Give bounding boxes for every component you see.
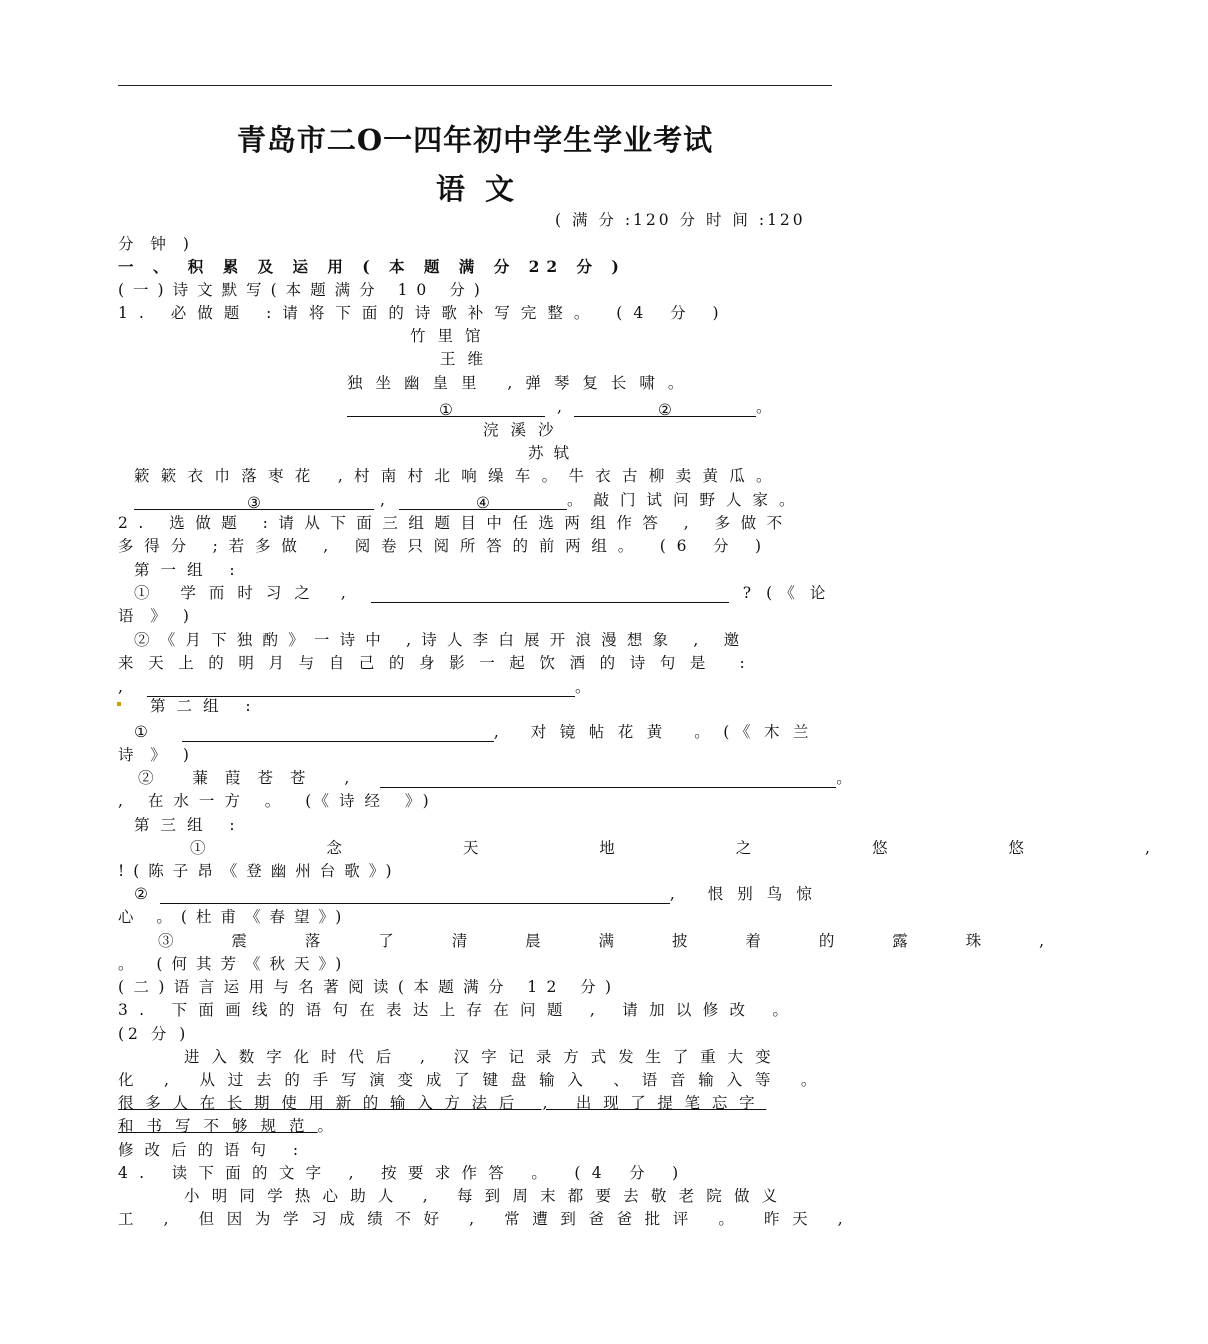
g2-item2-text: ② 蒹葭苍苍 , <box>138 769 367 787</box>
subject-title: 语文 <box>435 172 534 206</box>
question-2-line2: 多得分 ;若多做 , 阅卷只阅所答的前两组。 (6 分 ) <box>118 537 772 555</box>
rewrite-prompt: 修改后的语句 : <box>118 1141 310 1159</box>
blank-4[interactable]: ④ <box>399 493 567 510</box>
g1-item1-blank[interactable] <box>371 586 729 603</box>
poem2-blanks-row: ③ , ④ 。敲门试问野人家。 <box>134 490 805 510</box>
poem2-title: 浣溪沙 <box>483 421 566 439</box>
question-3-line2: (2 分 ) <box>118 1025 190 1043</box>
passage3-underlined-2: 和书写不够规范 <box>118 1117 318 1135</box>
group3-item2-row <box>134 884 826 904</box>
blank-1[interactable]: ① <box>347 400 545 417</box>
g2-item2-blank[interactable] <box>380 771 836 788</box>
poem2-end: 。敲门试问野人家。 <box>566 491 806 509</box>
exam-title: 青岛市二O一四年初中学生学业考试 <box>236 123 714 157</box>
g3-item1-text: ① 念 天 地 之 悠 悠 , <box>190 839 1208 857</box>
g3-item1-line2: !(陈子昂《登幽州台歌》) <box>118 862 401 880</box>
g3-item2-num: ② <box>134 885 148 903</box>
group2-item1-row <box>134 722 822 742</box>
group2-item2-row <box>138 768 852 788</box>
g2-item1-blank[interactable] <box>182 725 494 742</box>
g1-item1-source: ?(《论 <box>742 584 841 602</box>
g2-item1-text: , 对镜帖花黄 。(《木兰 <box>493 723 822 741</box>
passage3-line1: 进入数字化时代后 , 汉字记录方式发生了重大变 <box>184 1048 783 1066</box>
g1-item2-blank[interactable] <box>147 680 575 697</box>
question-2-line1: 2. 选做题 :请从下面三组题目中任选两组作答 , 多做不 <box>118 514 793 532</box>
question-1: 1. 必做题 :请将下面的诗歌补写完整。 (4 分 ) <box>118 304 730 322</box>
poem1-blanks-row: ① , ② 。 <box>347 397 771 417</box>
group-1-label: 第一组 : <box>134 561 246 579</box>
g1-item2-blank-row <box>118 677 590 697</box>
marker-dot <box>117 702 121 706</box>
g3-item2-line2: 心 。(杜甫《春望》) <box>118 908 351 926</box>
g2-item1-source-end: 诗 》 ) <box>118 746 195 764</box>
passage3-line4-end: 。 <box>317 1117 334 1135</box>
g2-item2-line2: , 在水一方 。 (《诗经 》) <box>118 792 439 810</box>
group-2-label: 第二组 : <box>150 697 262 715</box>
score-time-line1: ( 满 分 :120 分 时 间 :120 <box>555 211 806 229</box>
poem1-title: 竹里馆 <box>410 327 493 345</box>
poem2-author: 苏轼 <box>528 444 580 462</box>
passage4-line1: 小明同学热心助人 , 每到周末都要去敬老院做义 <box>184 1187 790 1205</box>
g3-item1-line1 <box>190 838 1208 858</box>
passage3-underlined-1: 很多人在长期使用新的输入方法后 , 出现了提笔忘字 <box>118 1094 767 1112</box>
g3-item2-blank[interactable] <box>160 887 670 904</box>
poem1-line1: 独坐幽皇里 ,弹琴复长啸。 <box>347 374 697 392</box>
question-3-line1: 3. 下面画线的语句在表达上存在问题 , 请加以修改 。 <box>118 1001 800 1019</box>
question-4: 4. 读下面的文字 , 按要求作答 。 (4 分 ) <box>118 1164 690 1182</box>
passage3-line2: 化 , 从过去的手写演变成了键盘输入 、语音输入等 。 <box>118 1071 830 1089</box>
g1-item2-comma: , <box>118 678 123 696</box>
g1-item1-source-end: 语 》 ) <box>118 607 195 625</box>
g3-item3-line1: ③ 震 落 了 清 晨 满 披 着 的 露 珠 , <box>158 932 1071 950</box>
g2-item2-end: 。 <box>836 769 852 787</box>
score-time-line2: 分 钟 ) <box>118 235 195 253</box>
passage3-line4 <box>118 1116 333 1136</box>
g1-item2-end: 。 <box>574 678 591 696</box>
poem1-author: 王维 <box>440 350 496 368</box>
blank-2[interactable]: ② <box>574 400 756 417</box>
section-heading: 一 、 积 累 及 运 用 ( 本 题 满 分 22 分 ) <box>118 257 626 276</box>
subsection-2: (二)语言运用与名著阅读(本题满分 12 分) <box>118 978 621 996</box>
group-3-label: 第三组 : <box>134 816 246 834</box>
header-rule <box>118 85 832 86</box>
g1-item1-text: ① 学而时习之 , <box>134 584 359 602</box>
g2-item1-num: ① <box>134 723 148 741</box>
subsection-1: (一)诗文默写(本题满分 10 分) <box>118 281 489 299</box>
blank-3[interactable]: ③ <box>134 493 374 510</box>
g3-item3-line2: 。 (何其芳《秋天》) <box>118 955 351 973</box>
poem2-line1: 簌簌衣巾落枣花 ,村南村北响缲车。牛衣古柳卖黄瓜。 <box>134 467 783 485</box>
g1-item2-line2: 来天上的明月与自己的身影一起饮酒的诗句是 : <box>118 654 760 672</box>
passage4-line2: 工 , 但因为学习成绩不好 , 常遭到爸爸批评 。 昨天 , <box>118 1210 856 1228</box>
g1-item2-line1: ②《月下独酌》一诗中 ,诗人李白展开浪漫想象 , 邀 <box>134 631 750 649</box>
g3-item2-text: , 恨别鸟惊 <box>669 885 826 903</box>
group1-item1-row <box>134 583 840 603</box>
